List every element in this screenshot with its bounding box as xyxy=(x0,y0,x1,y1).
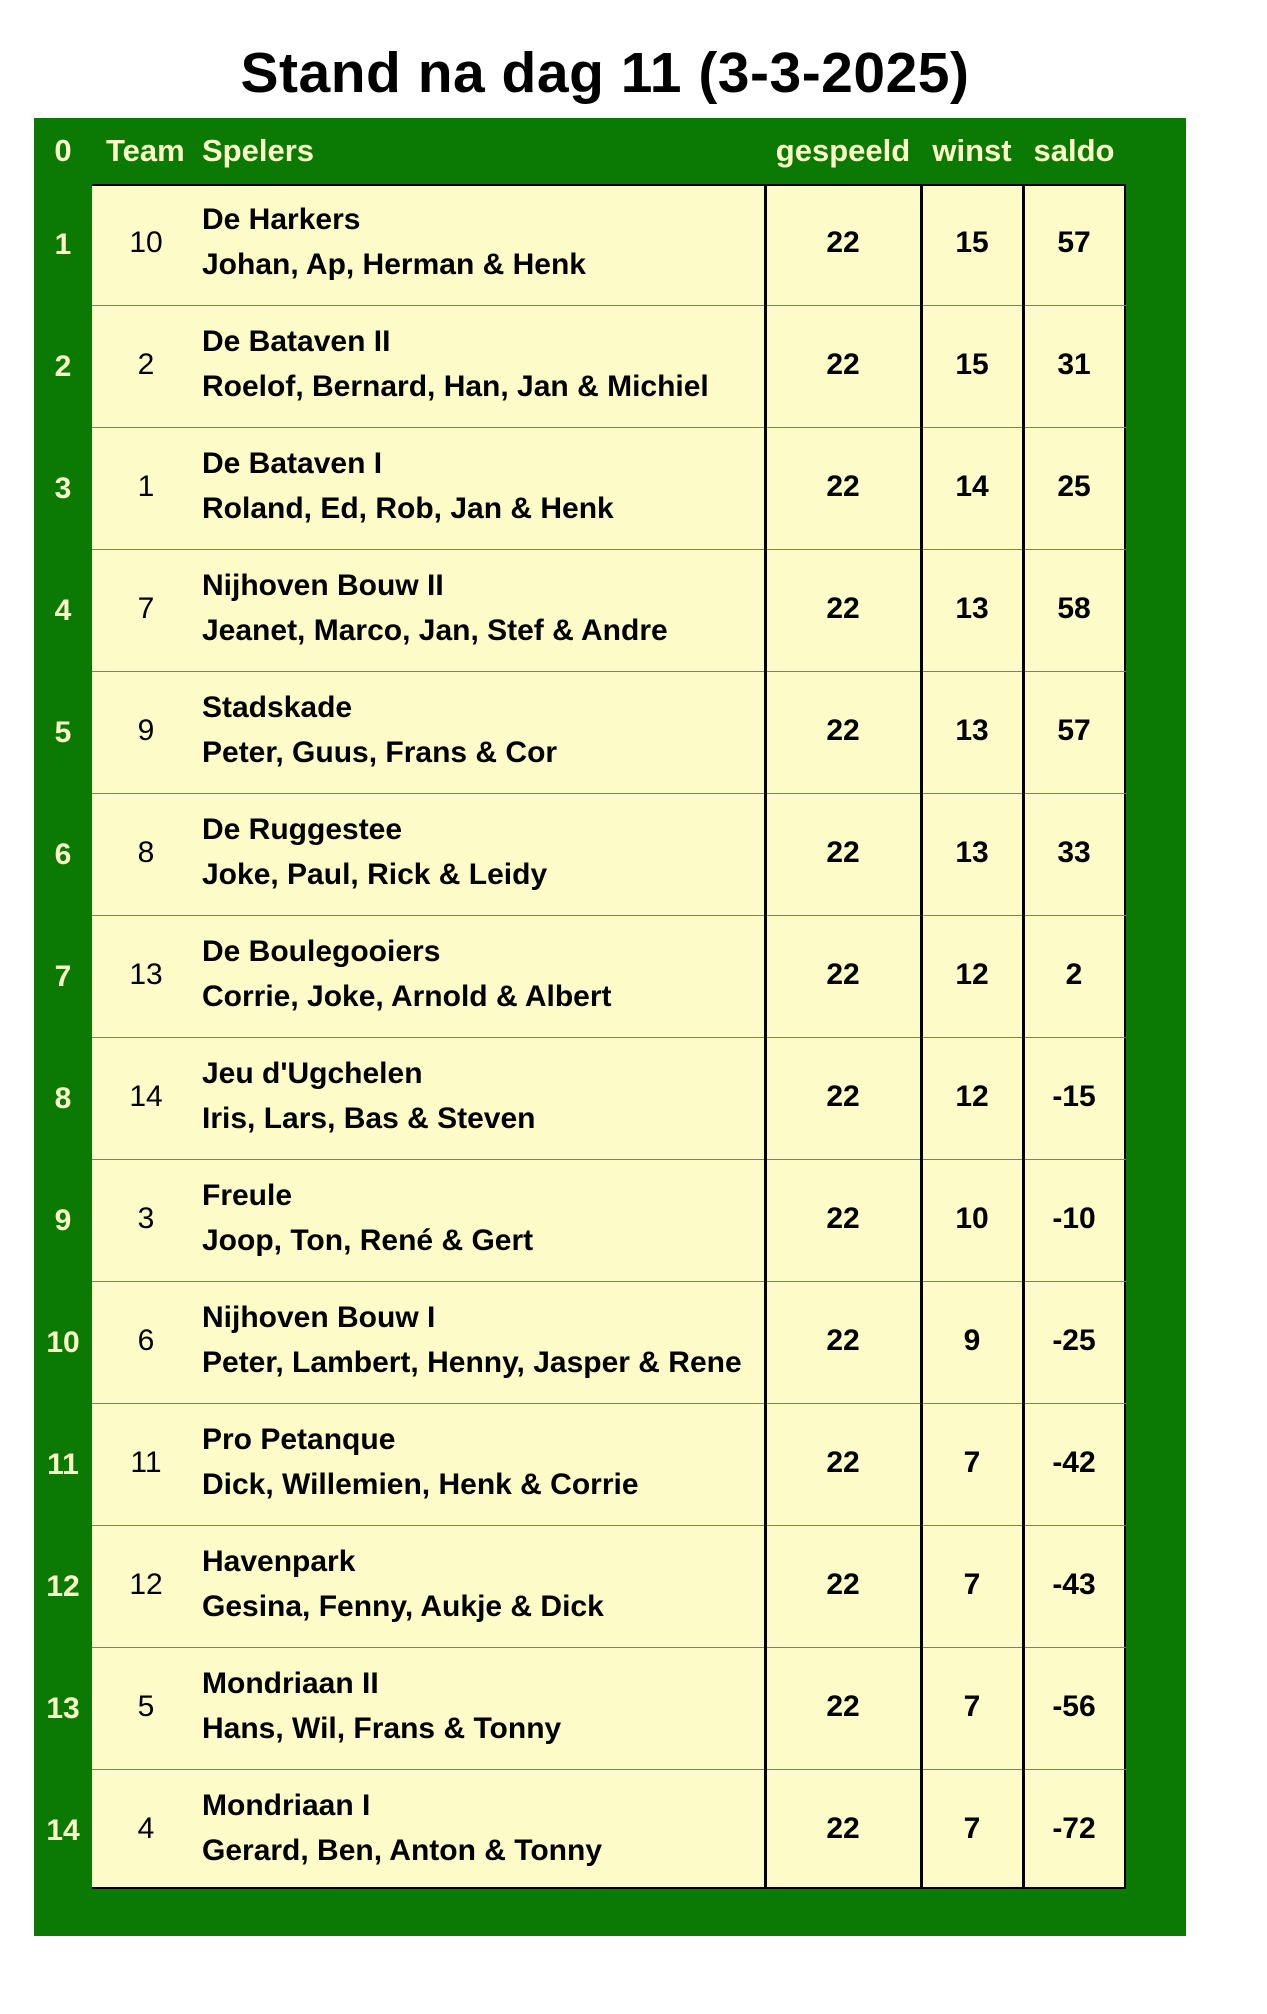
team-players: Gesina, Fenny, Aukje & Dick xyxy=(202,1590,604,1623)
team-players: Johan, Ap, Herman & Henk xyxy=(202,248,586,281)
team-name: De Bataven II xyxy=(202,325,391,358)
header-team: Team xyxy=(106,133,185,168)
team-players: Gerard, Ben, Anton & Tonny xyxy=(202,1834,603,1867)
team-name: De Bataven I xyxy=(202,447,383,480)
table-row xyxy=(92,1282,1126,1404)
gespeeld-value: 22 xyxy=(826,1080,860,1113)
team-number: 8 xyxy=(137,836,155,869)
team-number: 9 xyxy=(137,714,155,747)
column-divider xyxy=(1022,184,1025,1889)
rank-number: 13 xyxy=(46,1692,80,1725)
team-name: De Harkers xyxy=(202,203,361,236)
team-players: Roelof, Bernard, Han, Jan & Michiel xyxy=(202,370,709,403)
gespeeld-value: 22 xyxy=(826,714,860,747)
gespeeld-value: 22 xyxy=(826,592,860,625)
winst-value: 7 xyxy=(963,1690,981,1723)
saldo-value: 57 xyxy=(1057,714,1091,747)
team-players: Hans, Wil, Frans & Tonny xyxy=(202,1712,562,1745)
table-row xyxy=(92,550,1126,672)
team-players: Corrie, Joke, Arnold & Albert xyxy=(202,980,612,1013)
saldo-value: -15 xyxy=(1052,1080,1096,1113)
rank-number: 12 xyxy=(46,1570,80,1603)
saldo-value: -56 xyxy=(1052,1690,1096,1723)
team-players: Iris, Lars, Bas & Steven xyxy=(202,1102,536,1135)
saldo-value: 25 xyxy=(1057,470,1091,503)
saldo-value: 58 xyxy=(1057,592,1091,625)
team-players: Jeanet, Marco, Jan, Stef & Andre xyxy=(202,614,668,647)
winst-value: 12 xyxy=(955,1080,989,1113)
table-row xyxy=(92,306,1126,428)
rank-number: 1 xyxy=(54,228,72,261)
gespeeld-value: 22 xyxy=(826,226,860,259)
table-row xyxy=(92,1160,1126,1282)
gespeeld-value: 22 xyxy=(826,1446,860,1479)
gespeeld-value: 22 xyxy=(826,1568,860,1601)
rank-number: 10 xyxy=(46,1326,80,1359)
team-players: Joop, Ton, René & Gert xyxy=(202,1224,534,1257)
table-row xyxy=(92,428,1126,550)
gespeeld-value: 22 xyxy=(826,1324,860,1357)
table-row xyxy=(92,672,1126,794)
saldo-value: -43 xyxy=(1052,1568,1096,1601)
header-winst: winst xyxy=(932,133,1012,168)
team-name: De Boulegooiers xyxy=(202,935,441,968)
team-name: Nijhoven Bouw II xyxy=(202,569,444,602)
rank-number: 3 xyxy=(54,472,72,505)
header-rank: 0 xyxy=(54,133,72,168)
team-number: 14 xyxy=(129,1080,163,1113)
team-players: Peter, Guus, Frans & Cor xyxy=(202,736,558,769)
table-row xyxy=(92,1648,1126,1770)
rank-number: 4 xyxy=(54,594,72,627)
rank-number: 8 xyxy=(54,1082,72,1115)
team-name: De Ruggestee xyxy=(202,813,403,846)
team-name: Pro Petanque xyxy=(202,1423,396,1456)
saldo-value: 2 xyxy=(1065,958,1083,991)
team-name: Mondriaan II xyxy=(202,1667,379,1700)
team-name: Havenpark xyxy=(202,1545,356,1578)
winst-value: 14 xyxy=(955,470,989,503)
team-number: 10 xyxy=(129,226,163,259)
team-number: 13 xyxy=(129,958,163,991)
team-number: 2 xyxy=(137,348,155,381)
gespeeld-value: 22 xyxy=(826,1202,860,1235)
column-divider xyxy=(764,184,767,1889)
rank-number: 5 xyxy=(54,716,72,749)
rank-number: 7 xyxy=(54,960,72,993)
team-name: Freule xyxy=(202,1179,293,1212)
winst-value: 13 xyxy=(955,714,989,747)
winst-value: 15 xyxy=(955,226,989,259)
team-number: 11 xyxy=(130,1446,162,1479)
team-players: Roland, Ed, Rob, Jan & Henk xyxy=(202,492,614,525)
team-number: 6 xyxy=(137,1324,155,1357)
saldo-value: -25 xyxy=(1052,1324,1096,1357)
team-name: Stadskade xyxy=(202,691,353,724)
winst-value: 9 xyxy=(963,1324,981,1357)
team-name: Nijhoven Bouw I xyxy=(202,1301,436,1334)
saldo-value: 33 xyxy=(1057,836,1091,869)
winst-value: 7 xyxy=(963,1812,981,1845)
rank-number: 14 xyxy=(46,1814,80,1847)
team-players: Joke, Paul, Rick & Leidy xyxy=(202,858,548,891)
saldo-value: -42 xyxy=(1052,1446,1096,1479)
table-row xyxy=(92,1404,1126,1526)
header-saldo: saldo xyxy=(1033,133,1115,168)
header-spelers: Spelers xyxy=(202,133,315,168)
rank-number: 2 xyxy=(54,350,72,383)
team-number: 1 xyxy=(137,470,155,503)
winst-value: 15 xyxy=(955,348,989,381)
saldo-value: -10 xyxy=(1052,1202,1096,1235)
saldo-value: 57 xyxy=(1057,226,1091,259)
column-divider xyxy=(920,184,923,1889)
winst-value: 7 xyxy=(963,1446,981,1479)
gespeeld-value: 22 xyxy=(826,836,860,869)
table-row xyxy=(92,794,1126,916)
gespeeld-value: 22 xyxy=(826,348,860,381)
winst-value: 13 xyxy=(955,836,989,869)
winst-value: 7 xyxy=(963,1568,981,1601)
gespeeld-value: 22 xyxy=(826,958,860,991)
rank-number: 11 xyxy=(47,1448,79,1481)
gespeeld-value: 22 xyxy=(826,470,860,503)
table-row xyxy=(92,916,1126,1038)
gespeeld-value: 22 xyxy=(826,1690,860,1723)
saldo-value: 31 xyxy=(1057,348,1091,381)
table-row xyxy=(92,184,1126,306)
team-number: 3 xyxy=(137,1202,155,1235)
winst-value: 12 xyxy=(955,958,989,991)
team-name: Jeu d'Ugchelen xyxy=(202,1057,423,1090)
team-number: 4 xyxy=(137,1812,155,1845)
team-players: Peter, Lambert, Henny, Jasper & Rene xyxy=(202,1346,742,1379)
team-number: 12 xyxy=(129,1568,163,1601)
table-row xyxy=(92,1038,1126,1160)
header-gespeeld: gespeeld xyxy=(775,133,911,168)
team-number: 5 xyxy=(137,1690,155,1723)
team-name: Mondriaan I xyxy=(202,1789,371,1822)
winst-value: 13 xyxy=(955,592,989,625)
team-number: 7 xyxy=(137,592,155,625)
winst-value: 10 xyxy=(955,1202,989,1235)
saldo-value: -72 xyxy=(1052,1812,1096,1845)
rank-number: 6 xyxy=(54,838,72,871)
team-players: Dick, Willemien, Henk & Corrie xyxy=(202,1468,639,1501)
page-title: Stand na dag 11 (3-3-2025) xyxy=(240,41,970,105)
table-row xyxy=(92,1526,1126,1648)
gespeeld-value: 22 xyxy=(826,1812,860,1845)
rank-number: 9 xyxy=(54,1204,72,1237)
table-row xyxy=(92,1770,1126,1892)
